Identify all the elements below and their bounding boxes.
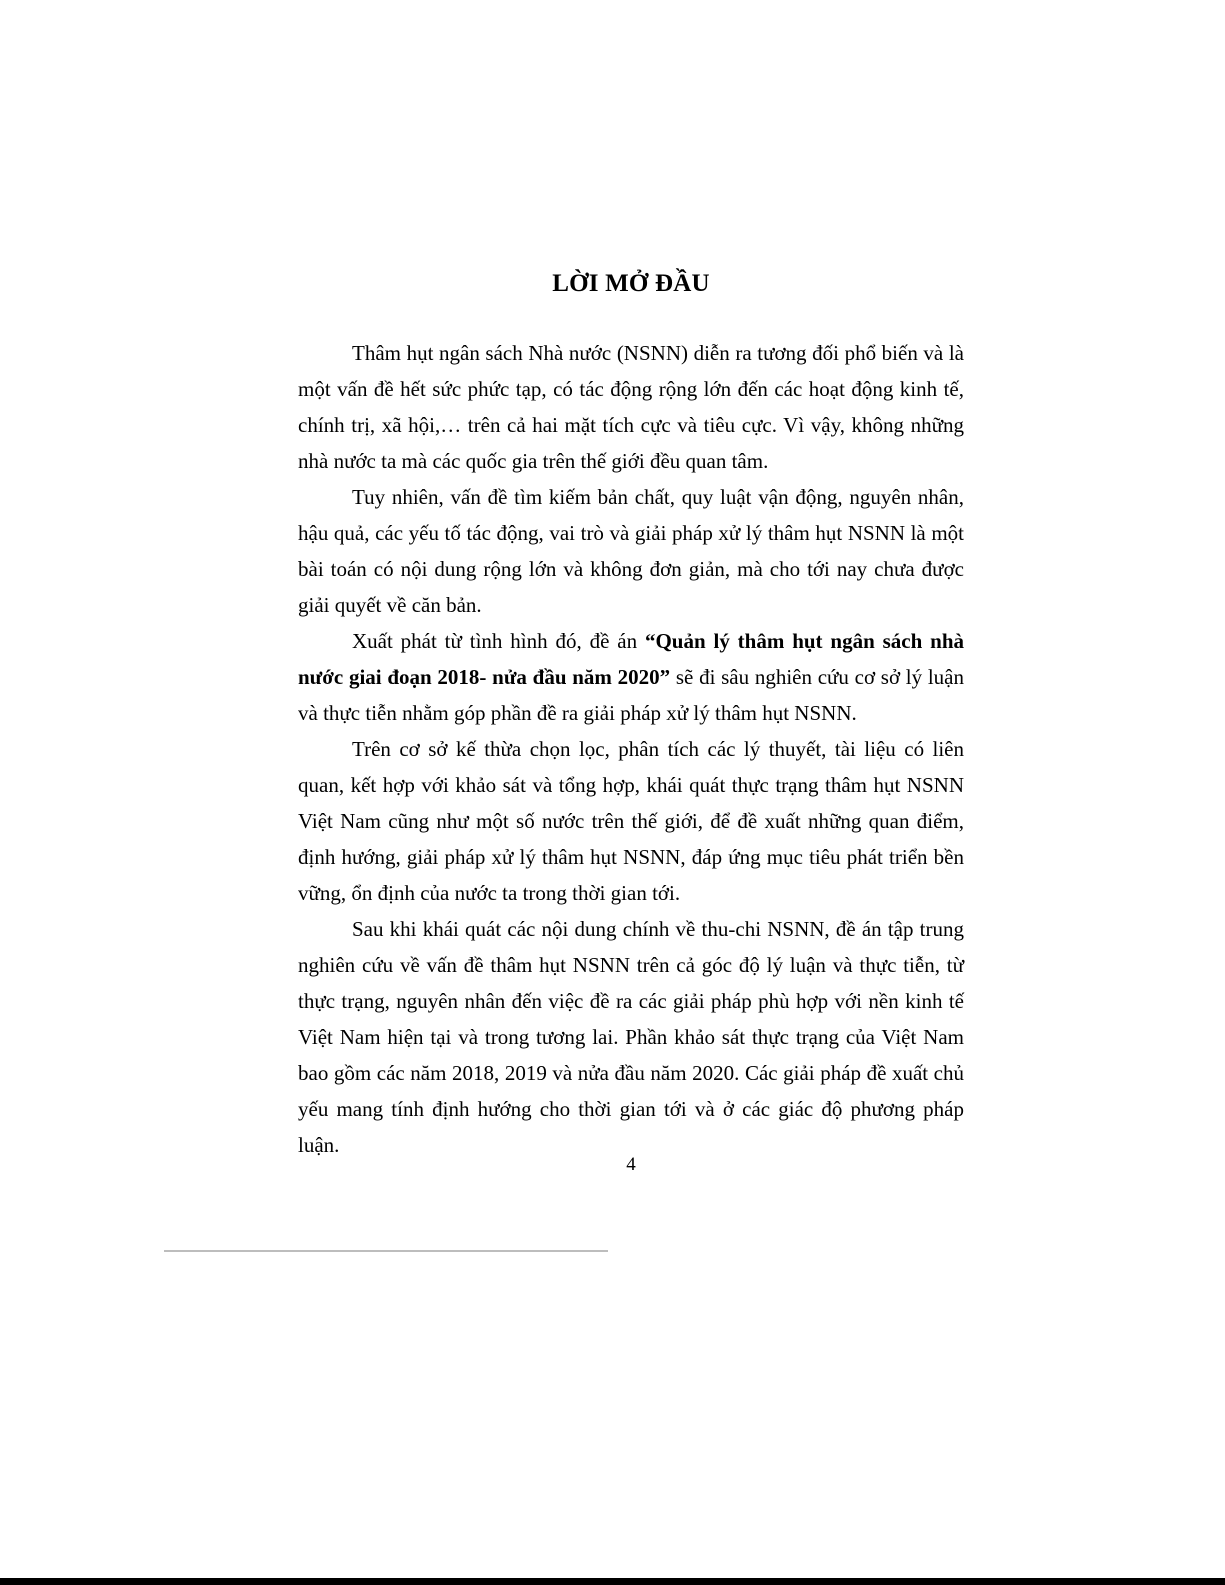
footnote-separator	[164, 1250, 608, 1252]
document-body	[298, 335, 964, 1163]
paragraph	[298, 623, 964, 731]
paragraph-text: sẽ đi sâu nghiên cứu cơ sở lý luận và thực tiễn nhằm góp phần đề ra giải pháp xử lý thâm hụt NSNN.	[298, 665, 965, 725]
paragraph: Tuy nhiên, vấn đề tìm kiếm bản chất, quy luật vận động, nguyên nhân, hậu quả, các yếu tố tác động, vai trò và giải pháp xử lý thâm hụt NSNN là một bài toán có nội dung rộng lớn và không đơn giản, mà cho tới nay chưa được giải quyết về căn bản.	[298, 485, 964, 617]
page-title: LỜI MỞ ĐẦU	[552, 270, 710, 297]
paragraph: Thâm hụt ngân sách Nhà nước (NSNN) diễn ra tương đối phổ biến và là một vấn đề hết sức phức tạp, có tác động rộng lớn đến các hoạt động kinh tế, chính trị, xã hội,… trên cả hai mặt tích cực và tiêu cực. Vì vậy, không những nhà nước ta mà các quốc gia trên thế giới đều quan tâm.	[298, 341, 964, 473]
project-title-bold: “Quản lý thâm hụt ngân sách nhà nước giai đoạn 2018- nửa đầu năm 2020”	[298, 629, 965, 689]
paragraph: Trên cơ sở kế thừa chọn lọc, phân tích các lý thuyết, tài liệu có liên quan, kết hợp với khảo sát và tổng hợp, khái quát thực trạng thâm hụt NSNN Việt Nam cũng như một số nước trên thế giới, để đề xuất những quan điểm, định hướng, giải pháp xử lý thâm hụt NSNN, đáp ứng mục tiêu phát triển bền vững, ổn định của nước ta trong thời gian tới.	[298, 737, 964, 905]
page-bottom-border	[0, 1578, 1225, 1585]
paragraph-text: Xuất phát từ tình hình đó, đề án	[352, 629, 645, 653]
paragraph: Sau khi khái quát các nội dung chính về thu-chi NSNN, đề án tập trung nghiên cứu về vấn đề thâm hụt NSNN trên cả góc độ lý luận và thực tiễn, từ thực trạng, nguyên nhân đến việc đề ra các giải pháp phù hợp với nền kinh tế Việt Nam hiện tại và trong tương lai. Phần khảo sát thực trạng của Việt Nam bao gồm các năm 2018, 2019 và nửa đầu năm 2020. Các giải pháp đề xuất chủ yếu mang tính định hướng cho thời gian tới và ở các giác độ phương pháp luận.	[298, 917, 964, 1157]
page-number: 4	[626, 1154, 636, 1175]
